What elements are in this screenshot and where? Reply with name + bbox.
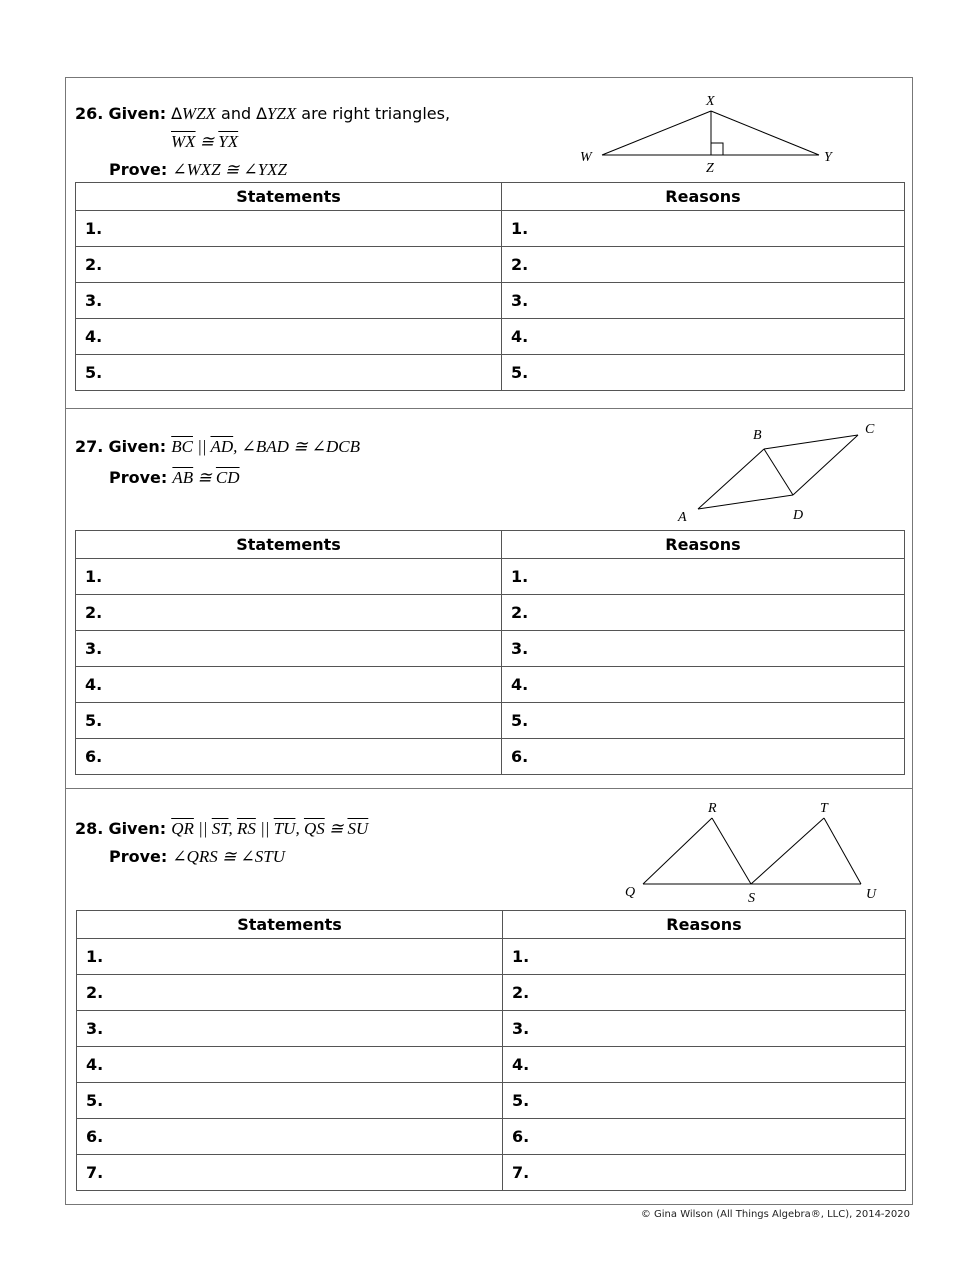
table-row: [76, 739, 905, 775]
prove-label: Prove:: [109, 847, 168, 866]
segment: $\overline{SU}$: [347, 819, 369, 838]
given-text: are right triangles,: [296, 104, 451, 123]
segment: $\overline{YX}$: [218, 132, 239, 151]
triangle-name: YZX: [266, 104, 297, 123]
table-row: [76, 247, 905, 283]
prove-statement: ∠WXZ ≅ ∠YXZ: [172, 160, 287, 179]
segment: $\overline{AB}$: [172, 468, 194, 487]
reason-cell[interactable]: 4.: [502, 667, 905, 703]
label-w: W: [580, 150, 592, 165]
statement-cell[interactable]: 7.: [77, 1155, 503, 1191]
given-label: Given:: [108, 104, 167, 123]
table-row: [77, 1083, 906, 1119]
statement-cell[interactable]: 3.: [77, 1011, 503, 1047]
angle-congruence: , ∠BAD ≅ ∠DCB: [233, 437, 360, 456]
segment-xy: [711, 111, 819, 155]
reasons-header: Reasons: [502, 183, 905, 211]
statement-cell[interactable]: 2.: [76, 595, 502, 631]
statement-cell[interactable]: 1.: [76, 559, 502, 595]
segment: $\overline{QR}$: [171, 819, 194, 838]
table-row: [76, 667, 905, 703]
problem-28-given: [75, 815, 368, 871]
statement-cell[interactable]: 5.: [77, 1083, 503, 1119]
reason-cell[interactable]: 5.: [503, 1083, 906, 1119]
problem-number: 28.: [75, 819, 104, 838]
reason-cell[interactable]: 5.: [502, 703, 905, 739]
proof-table-27: [75, 530, 905, 775]
reason-cell[interactable]: 2.: [502, 247, 905, 283]
statement-cell[interactable]: 2.: [77, 975, 503, 1011]
label-b: B: [753, 428, 762, 443]
segment: $\overline{QS}$: [303, 819, 325, 838]
statement-cell[interactable]: 4.: [76, 319, 502, 355]
statement-cell[interactable]: 1.: [77, 939, 503, 975]
copyright-footer: © Gina Wilson (All Things Algebra®, LLC), 2014-2020: [640, 1209, 910, 1220]
statement-cell[interactable]: 3.: [76, 631, 502, 667]
label-r: R: [708, 801, 717, 816]
label-t: T: [820, 801, 828, 816]
segment: $\overline{TU}$: [273, 819, 296, 838]
label-y: Y: [824, 150, 832, 165]
label-a: A: [678, 510, 687, 525]
right-angle-mark: [711, 143, 723, 155]
problem-28-panel: [65, 788, 913, 1205]
problem-number: 27.: [75, 437, 104, 456]
statement-cell[interactable]: 4.: [77, 1047, 503, 1083]
segment: $\overline{WX}$: [171, 132, 196, 151]
label-u: U: [866, 887, 877, 902]
segment: $\overline{AD}$: [210, 437, 234, 456]
problem-26-panel: [65, 77, 913, 409]
label-d: D: [793, 508, 804, 523]
statement-cell[interactable]: 6.: [77, 1119, 503, 1155]
parallel-symbol: ||: [255, 819, 274, 838]
table-row: [76, 595, 905, 631]
segment: $\overline{CD}$: [215, 468, 240, 487]
table-row: [77, 1119, 906, 1155]
segment-bd: [764, 449, 793, 495]
statements-header: Statements: [77, 911, 503, 939]
label-x: X: [706, 94, 715, 109]
table-row: [76, 631, 905, 667]
statements-header: Statements: [76, 183, 502, 211]
reason-cell[interactable]: 4.: [503, 1047, 906, 1083]
prove-statement: ∠QRS ≅ ∠STU: [172, 847, 286, 866]
reason-cell[interactable]: 3.: [502, 283, 905, 319]
reason-cell[interactable]: 2.: [503, 975, 906, 1011]
statement-cell[interactable]: 5.: [76, 703, 502, 739]
segment-wx: [602, 111, 711, 155]
parallel-symbol: ||: [193, 819, 212, 838]
table-row: [76, 559, 905, 595]
parallel-symbol: ||: [192, 437, 211, 456]
parallelogram-abcd-figure: [666, 417, 896, 525]
segment-bc: [764, 435, 858, 449]
reason-cell[interactable]: 5.: [502, 355, 905, 391]
reason-cell[interactable]: 1.: [502, 559, 905, 595]
problem-27-given: [75, 431, 360, 493]
segment-tu: [824, 818, 861, 884]
given-text: and: [215, 104, 257, 123]
congruent-symbol: ≅: [324, 819, 348, 838]
reason-cell[interactable]: 6.: [502, 739, 905, 775]
table-row: [76, 703, 905, 739]
table-row: [77, 1155, 906, 1191]
congruent-symbol: ≅: [195, 132, 219, 151]
reason-cell[interactable]: 2.: [502, 595, 905, 631]
triangle-name: WZX: [181, 104, 216, 123]
table-row: [77, 939, 906, 975]
segment-st: [751, 818, 824, 884]
table-row: [76, 319, 905, 355]
congruent-symbol: ≅: [193, 468, 216, 487]
reason-cell[interactable]: 6.: [503, 1119, 906, 1155]
segment-da: [698, 495, 793, 509]
proof-table-26: [75, 182, 905, 391]
segment: $\overline{ST}$: [211, 819, 229, 838]
segment-cd: [793, 435, 858, 495]
problem-27-panel: [65, 408, 913, 789]
prove-label: Prove:: [109, 468, 168, 487]
triangles-qrs-stu-figure: [616, 795, 896, 907]
table-row: [76, 211, 905, 247]
reason-cell[interactable]: 4.: [502, 319, 905, 355]
problem-26-given: [75, 100, 450, 184]
proof-table-28: [76, 910, 906, 1191]
given-label: Given:: [108, 819, 167, 838]
problem-number: 26.: [75, 104, 104, 123]
reason-cell[interactable]: 1.: [502, 211, 905, 247]
reason-cell[interactable]: 7.: [503, 1155, 906, 1191]
separator: ,: [295, 819, 304, 838]
segment-rs: [712, 818, 751, 884]
label-q: Q: [625, 885, 636, 900]
reasons-header: Reasons: [502, 531, 905, 559]
statement-cell[interactable]: 3.: [76, 283, 502, 319]
segment: $\overline{RS}$: [236, 819, 256, 838]
separator: ,: [228, 819, 237, 838]
table-row: [77, 975, 906, 1011]
table-row: [77, 1047, 906, 1083]
reason-cell[interactable]: 1.: [503, 939, 906, 975]
statements-header: Statements: [76, 531, 502, 559]
label-c: C: [865, 422, 875, 437]
triangle-wxy-figure: [576, 90, 846, 180]
given-label: Given:: [108, 437, 167, 456]
segment-qr: [643, 818, 712, 884]
statement-cell[interactable]: 4.: [76, 667, 502, 703]
segment-ab: [698, 449, 764, 509]
table-row: [77, 1011, 906, 1047]
statement-cell[interactable]: 6.: [76, 739, 502, 775]
statement-cell[interactable]: 2.: [76, 247, 502, 283]
delta-symbol: ∆: [171, 104, 182, 123]
label-s: S: [748, 891, 755, 906]
reason-cell[interactable]: 3.: [503, 1011, 906, 1047]
label-z: Z: [706, 161, 714, 176]
segment: $\overline{BC}$: [171, 437, 193, 456]
table-row: [76, 355, 905, 391]
statement-cell[interactable]: 1.: [76, 211, 502, 247]
statement-cell[interactable]: 5.: [76, 355, 502, 391]
delta-symbol: ∆: [256, 104, 267, 123]
table-row: [76, 283, 905, 319]
reason-cell[interactable]: 3.: [502, 631, 905, 667]
prove-label: Prove:: [109, 160, 168, 179]
reasons-header: Reasons: [503, 911, 906, 939]
